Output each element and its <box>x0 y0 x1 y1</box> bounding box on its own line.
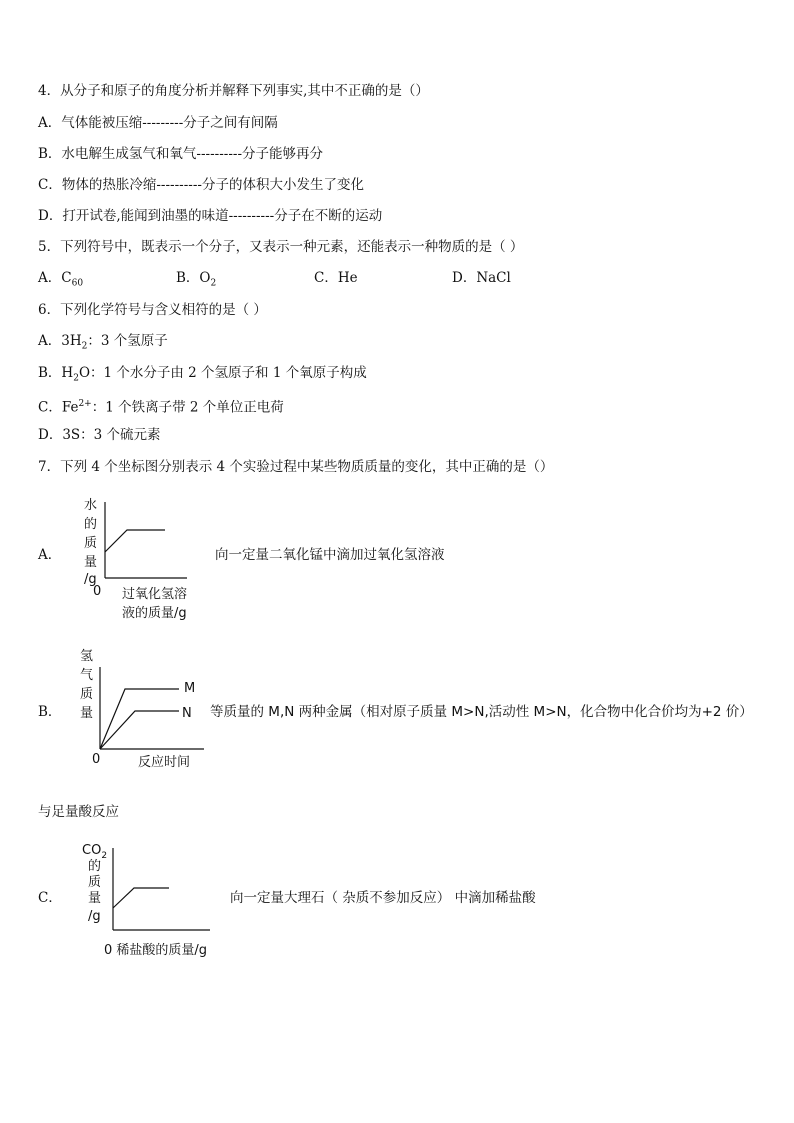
q6-c-post: ：1 个铁离子带 2 个单位正电荷 <box>91 399 284 416</box>
q6-option-b <box>38 364 367 388</box>
q7-b-curve-m <box>100 689 179 749</box>
q6-c-pre: C．Fe <box>38 399 79 416</box>
q5-option-b <box>176 269 216 293</box>
q7-a-xlabel-1: 液的质量/g <box>122 606 187 621</box>
q7-a-ylabel-2: 质 <box>84 536 98 551</box>
q4-option-b: B．水电解生成氢气和氧气----------分子能够再分 <box>38 146 324 162</box>
q6-a-post: ：3 个氢原子 <box>87 333 168 349</box>
q7-a-curve <box>105 530 165 552</box>
q7-b-curve-n <box>100 711 179 749</box>
q6-c-sup: 2+ <box>78 399 92 409</box>
q7-graph-c <box>80 838 220 963</box>
q6-option-a <box>38 332 168 356</box>
q7-option-c-label: C． <box>38 890 62 906</box>
q7-stem: 7．下列 4 个坐标图分别表示 4 个实验过程中某些物质质量的变化，其中正确的是（） <box>38 459 554 475</box>
q4-option-d: D．打开试卷,能闻到油墨的味道----------分子在不断的运动 <box>38 208 383 224</box>
q7-b-description: 等质量的 M,N 两种金属（相对原子质量 M>N,活动性 M>N，化合物中化合价均为+2 价） <box>210 704 753 720</box>
q7-graph-a <box>80 490 210 625</box>
q6-b-sub: 2 <box>73 373 79 384</box>
q7-c-curve <box>113 888 169 908</box>
q6-a-sub: 2 <box>81 341 88 352</box>
q7-b-label-m: M <box>184 681 196 696</box>
q7-b-xlabel: 反应时间 <box>138 755 191 770</box>
q7-graph-a-svg <box>80 490 210 625</box>
q4-stem: 4．从分子和原子的角度分析并解释下列事实,其中不正确的是（） <box>38 83 429 99</box>
q7-b-ylabel-2: 质 <box>80 687 94 702</box>
q5-option-c: C．He <box>314 270 358 286</box>
q7-c-description: 向一定量大理石（ 杂质不参加反应） 中滴加稀盐酸 <box>230 890 536 906</box>
q7-c-ylabel-co-text: CO <box>82 843 102 858</box>
q5-option-a <box>38 269 83 293</box>
q6-stem: 6．下列化学符号与含义相符的是（ ） <box>38 302 267 318</box>
q7-b-origin: 0 <box>92 752 101 767</box>
q7-a-xlabel-0: 过氧化氢溶 <box>122 587 188 602</box>
q7-b-ylabel-0: 氢 <box>80 649 94 664</box>
q4-option-c: C．物体的热胀冷缩----------分子的体积大小发生了变化 <box>38 177 364 193</box>
q7-a-ylabel-1: 的 <box>84 517 98 532</box>
q7-b-label-n: N <box>182 706 192 721</box>
q7-b-continuation: 与足量酸反应 <box>38 804 119 820</box>
q7-a-ylabel-0: 水 <box>84 498 98 513</box>
q7-a-description: 向一定量二氧化锰中滴加过氧化氢溶液 <box>215 547 445 563</box>
q7-b-ylabel-1: 气 <box>80 668 94 683</box>
q5-option-b-text: B．O <box>176 270 211 286</box>
q6-b-post: O：1 个水分子由 2 个氢原子和 1 个氧原子构成 <box>78 365 367 381</box>
q7-option-a-label: A． <box>38 547 62 563</box>
q7-c-ylabel-0: 的 <box>88 859 102 874</box>
q7-b-ylabel-3: 量 <box>80 706 94 721</box>
q7-c-ylabel-2: 量 <box>88 891 102 906</box>
q7-graph-b-svg <box>78 645 213 775</box>
q7-c-ylabel-3: /g <box>88 909 101 924</box>
q7-a-ylabel-4: /g <box>84 572 97 587</box>
q5-option-d: D．NaCl <box>452 270 511 286</box>
q6-option-c <box>38 395 284 417</box>
q7-c-ylabel-1: 质 <box>88 875 102 890</box>
q4-option-a: A．气体能被压缩---------分子之间有间隔 <box>38 115 278 131</box>
q7-graph-b <box>78 645 213 775</box>
q5-stem: 5．下列符号中，既表示一个分子，又表示一种元素，还能表示一种物质的是（ ） <box>38 239 524 255</box>
q6-b-pre: B．H <box>38 365 74 381</box>
q5-option-a-sub: 60 <box>71 278 84 289</box>
q7-graph-c-svg <box>80 838 220 963</box>
q7-c-ylabel-sub: 2 <box>101 851 108 861</box>
q5-option-a-text: A．C <box>38 270 72 286</box>
q5-option-b-sub: 2 <box>210 278 217 289</box>
q7-a-ylabel-3: 量 <box>84 555 98 570</box>
q7-a-origin: 0 <box>93 584 102 599</box>
q7-option-b-label: B． <box>38 704 62 720</box>
q6-a-pre: A．3H <box>38 333 82 349</box>
q7-c-xlabel: 0 稀盐酸的质量/g <box>104 943 208 958</box>
q6-option-d: D．3S：3 个硫元素 <box>38 427 161 443</box>
